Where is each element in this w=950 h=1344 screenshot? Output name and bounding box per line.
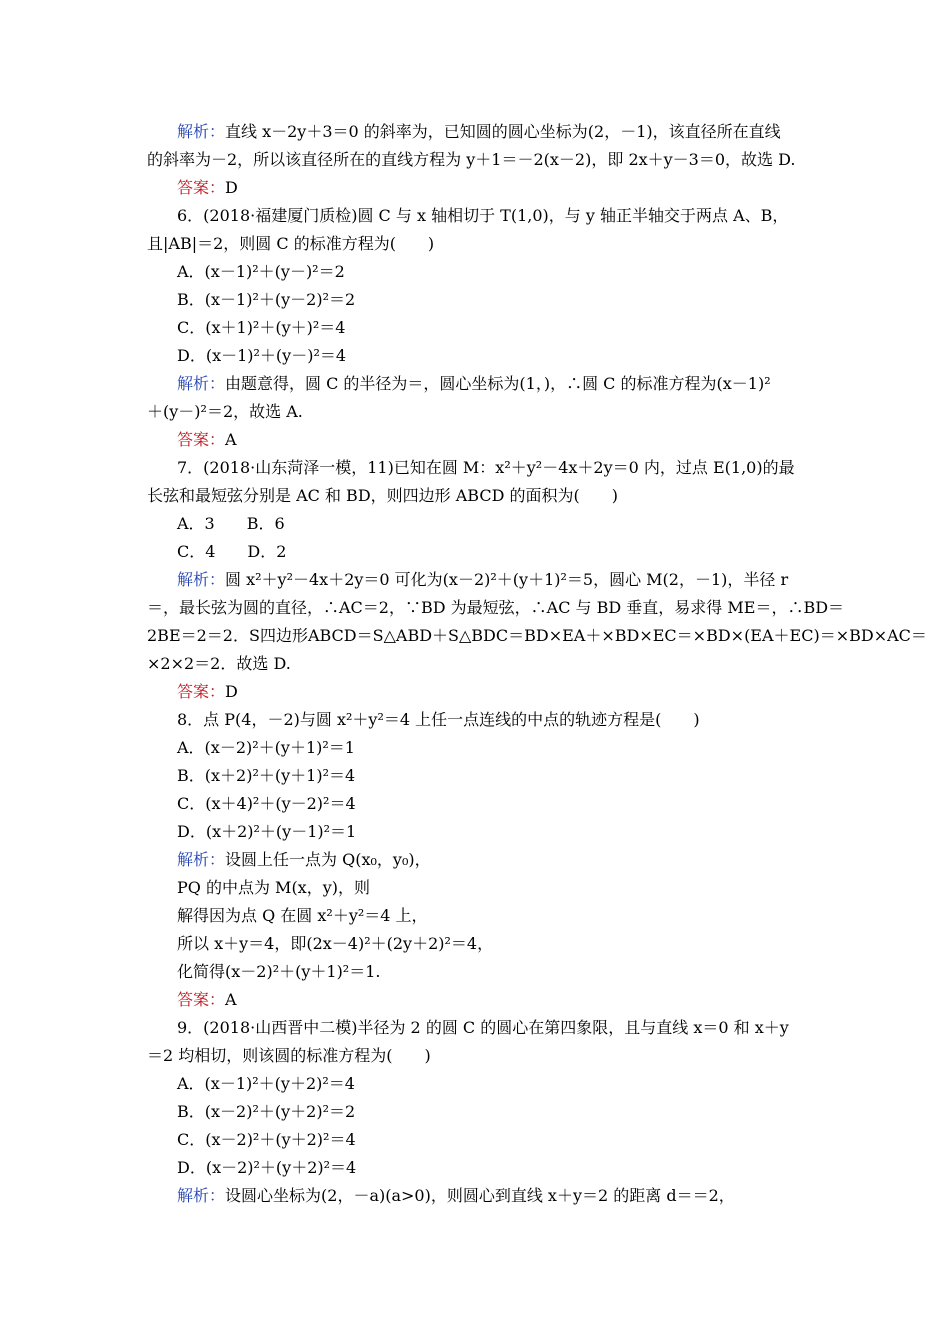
explanation-label: 解析：: [177, 374, 226, 393]
q9-stem-line-1: 9．(2018·山西晋中二模)半径为 2 的圆 C 的圆心在第四象限，且与直线 x＝0 和 x＋y: [177, 1018, 789, 1037]
q6-option-a: A．(x－1)²＋(y－)²＝2: [177, 262, 345, 281]
q9-option-c: C．(x－2)²＋(y＋2)²＝4: [177, 1130, 356, 1149]
q8-stem: 8．点 P(4，－2)与圆 x²＋y²＝4 上任一点连线的中点的轨迹方程是( ): [177, 710, 700, 729]
q8-option-d: D．(x＋2)²＋(y－1)²＝1: [177, 822, 357, 841]
q7-options-line-1: A．3 B．6: [177, 514, 285, 533]
q9-stem-line-2: ＝2 均相切，则该圆的标准方程为( ): [147, 1046, 431, 1065]
q5-answer: 答案：D: [177, 178, 238, 197]
q5-explanation-line-1: 解析：直线 x－2y＋3＝0 的斜率为，已知圆的圆心坐标为(2，－1)，该直径所在直线: [177, 122, 781, 141]
explanation-label: 解析：: [177, 570, 226, 589]
q6-stem-line-2: 且|AB|＝2，则圆 C 的标准方程为( ): [147, 234, 435, 253]
q6-answer: 答案：A: [177, 430, 237, 449]
explanation-label: 解析：: [177, 122, 226, 141]
explanation-label: 解析：: [177, 1186, 226, 1205]
q7-stem-line-1: 7．(2018·山东菏泽一模，11)已知在圆 M：x²＋y²－4x＋2y＝0 内，过点 E(1,0)的最: [177, 458, 795, 477]
q7-stem-line-2: 长弦和最短弦分别是 AC 和 BD，则四边形 ABCD 的面积为( ): [147, 486, 618, 505]
q6-option-c: C．(x＋1)²＋(y＋)²＝4: [177, 318, 346, 337]
q8-explanation-line-4: 所以 x＋y＝4，即(2x－4)²＋(2y＋2)²＝4，: [177, 934, 494, 953]
q7-options-line-2: C．4 D．2: [177, 542, 287, 561]
q9-option-d: D．(x－2)²＋(y＋2)²＝4: [177, 1158, 357, 1177]
q9-option-b: B．(x－2)²＋(y＋2)²＝2: [177, 1102, 356, 1121]
q6-explanation-line-2: ＋(y－)²＝2，故选 A.: [147, 402, 303, 421]
answer-label: 答案：: [177, 682, 226, 701]
q9-option-a: A．(x－1)²＋(y＋2)²＝4: [177, 1074, 355, 1093]
q8-answer: 答案：A: [177, 990, 237, 1009]
answer-label: 答案：: [177, 178, 226, 197]
explanation-label: 解析：: [177, 850, 226, 869]
answer-label: 答案：: [177, 990, 226, 1009]
q8-explanation-line-3: 解得因为点 Q 在圆 x²＋y²＝4 上，: [177, 906, 428, 925]
q8-explanation-line-5: 化简得(x－2)²＋(y＋1)²＝1.: [177, 962, 381, 981]
q6-option-d: D．(x－1)²＋(y－)²＝4: [177, 346, 347, 365]
q6-option-b: B．(x－1)²＋(y－2)²＝2: [177, 290, 356, 309]
q6-explanation-line-1: 解析：由题意得，圆 C 的半径为＝，圆心坐标为(1，)，∴圆 C 的标准方程为(x－1)²: [177, 374, 771, 393]
q7-explanation-line-1: 解析：圆 x²＋y²－4x＋2y＝0 可化为(x－2)²＋(y＋1)²＝5，圆心 M(2，－1)，半径 r: [177, 570, 789, 589]
q7-answer: 答案：D: [177, 682, 238, 701]
q7-explanation-line-2: ＝，最长弦为圆的直径，∴AC＝2，∵BD 为最短弦，∴AC 与 BD 垂直，易求得 ME＝，∴BD＝: [147, 598, 845, 617]
q8-explanation-line-1: 解析：设圆上任一点为 Q(x₀，y₀)，: [177, 850, 431, 869]
answer-label: 答案：: [177, 430, 226, 449]
q7-explanation-line-3: 2BE＝2＝2．S四边形ABCD＝S△ABD＋S△BDC＝BD×EA＋×BD×EC＝×BD×(EA＋EC)＝×BD×AC＝: [147, 626, 927, 645]
q8-explanation-line-2: PQ 的中点为 M(x，y)，则: [177, 878, 370, 897]
q6-stem-line-1: 6．(2018·福建厦门质检)圆 C 与 x 轴相切于 T(1,0)，与 y 轴正半轴交于两点 A、B，: [177, 206, 789, 225]
q8-option-a: A．(x－2)²＋(y＋1)²＝1: [177, 738, 355, 757]
q8-option-c: C．(x＋4)²＋(y－2)²＝4: [177, 794, 356, 813]
q8-option-b: B．(x＋2)²＋(y＋1)²＝4: [177, 766, 356, 785]
q5-explanation-line-2: 的斜率为－2，所以该直径所在的直线方程为 y＋1＝－2(x－2)，即 2x＋y－3＝0，故选 D.: [147, 150, 796, 169]
q7-explanation-line-4: ×2×2＝2．故选 D.: [147, 654, 291, 673]
q9-explanation-line-1: 解析：设圆心坐标为(2，－a)(a>0)，则圆心到直线 x＋y＝2 的距离 d＝＝2，: [177, 1186, 735, 1205]
